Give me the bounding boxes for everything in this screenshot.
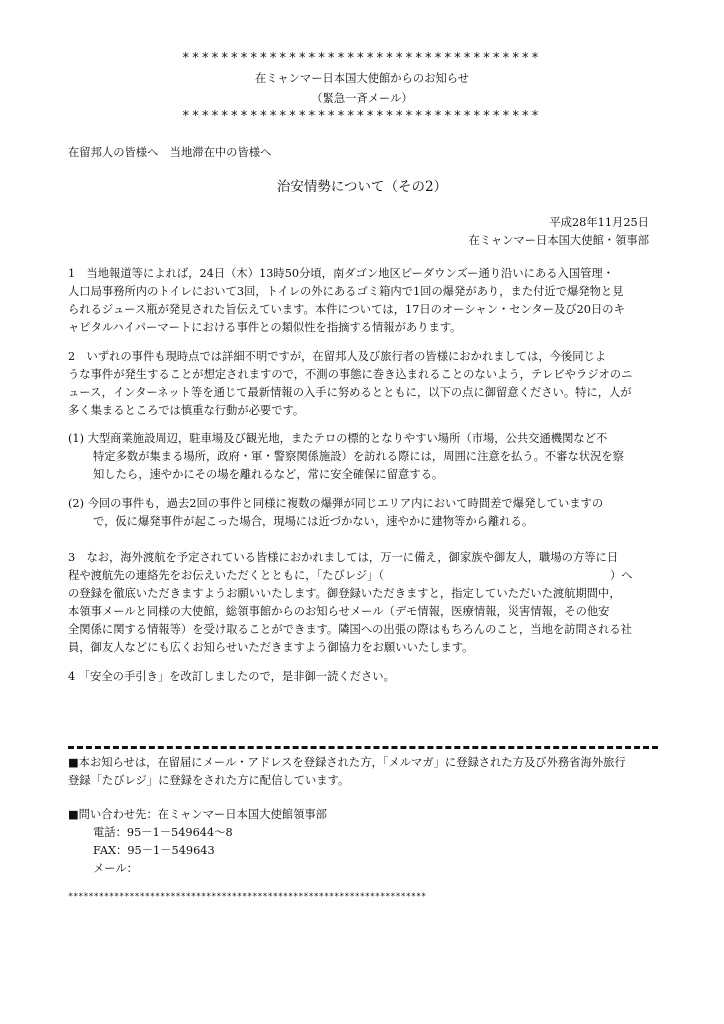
header-line-2: （緊急一斉メール） bbox=[311, 92, 413, 105]
date: 平成28年11月25日 bbox=[549, 216, 649, 229]
paragraph-line: 人口局事務所内のトイレにおいて3回，トイレの外にあるゴミ箱内で1回の爆発があり，また付近で爆発物と見 bbox=[68, 285, 624, 298]
paragraph-line: ャピタルハイパーマートにおける事件との類似性を指摘する情報があります。 bbox=[68, 321, 462, 334]
header-stars-bottom: ************************************* bbox=[182, 109, 542, 124]
paragraph-line: 全関係に関する情報等）を受け取ることができます。隣国への出張の際はもちろんのこと，当地を訪問される社 bbox=[68, 623, 632, 636]
contact-heading: ■問い合わせ先：在ミャンマー日本国大使館領事部 bbox=[68, 808, 327, 821]
paragraph-line: 2 いずれの事件も現時点では詳細不明ですが，在留邦人及び旅行者の皆様におかれましては，今後同じよ bbox=[68, 350, 607, 363]
list-line: (2) 今回の事件も，過去2回の事件と同様に複数の爆弾が同じエリア内において時間差で爆発していますの bbox=[68, 497, 604, 510]
paragraph-line: 本領事メールと同様の大使館，総領事館からのお知らせメール（デモ情報，医療情報，災害情報，その他安 bbox=[68, 605, 610, 618]
list-line: 特定多数が集まる場所，政府・軍・警察関係施設）を訪れる際には，周囲に注意を払う。不審な状況を察 bbox=[93, 450, 624, 463]
paragraph-line: 程や渡航先の連絡先をお伝えいただくとともに，「たびレジ」（ ）へ bbox=[68, 569, 633, 582]
paragraph-line: ュース，インターネット等を通じて最新情報の入手に努めるとともに，以下の点に御留意ください。特に，人が bbox=[68, 386, 632, 399]
footer-line: 登録「たびレジ」に登録をされた方に配信しています。 bbox=[68, 774, 350, 787]
paragraph-line: 1 当地報道等によれば，24日（木）13時50分頃，南ダゴン地区ピーダウンズー通り沿いにある入国管理・ bbox=[68, 267, 615, 280]
paragraph-line: の登録を徹底いただきますようお願いいたします。御登録いただきますと，指定していただいた渡航期間中， bbox=[68, 587, 621, 600]
contact-fax: FAX：95－1－549643 bbox=[93, 844, 215, 857]
sender: 在ミャンマー日本国大使館・領事部 bbox=[468, 234, 649, 247]
paragraph-line: 3 なお，海外渡航を予定されている皆様におかれましては，万一に備え，御家族や御友人，職場の方等に日 bbox=[68, 551, 619, 564]
paragraph-line: 員，御友人などにも広くお知らせいただきますよう御協力をお願いいたします。 bbox=[68, 641, 474, 654]
header-stars-top: ************************************* bbox=[182, 51, 542, 66]
addressee: 在留邦人の皆様へ 当地滞在中の皆様へ bbox=[68, 146, 272, 159]
closing-stars: ********************************************************************** bbox=[68, 892, 427, 902]
contact-mail: メール： bbox=[93, 862, 138, 875]
footer-line: ■本お知らせは，在留届にメール・アドレスを登録された方，「メルマガ」に登録された方及び外務省海外旅行 bbox=[68, 756, 626, 769]
list-line: (1) 大型商業施設周辺，駐車場及び観光地，またテロの標的となりやすい場所（市場，公共交通機関など不 bbox=[68, 432, 608, 445]
contact-phone: 電話：95－1－549644～8 bbox=[93, 826, 233, 839]
page-title: 治安情勢について（その2） bbox=[276, 179, 448, 195]
divider bbox=[68, 746, 658, 749]
list-line: で，仮に爆発事件が起こった場合，現場には近づかない，速やかに建物等から離れる。 bbox=[93, 515, 534, 528]
list-line: 知したら，速やかにその場を離れるなど，常に安全確保に留意する。 bbox=[93, 468, 444, 481]
paragraph-line: 多く集まるところでは慎重な行動が必要です。 bbox=[68, 404, 305, 417]
header-line-1: 在ミャンマー日本国大使館からのお知らせ bbox=[254, 72, 470, 85]
paragraph-line: られるジュース瓶が発見された旨伝えています。本件については，17日のオーシャン・センター及び20日のキ bbox=[68, 303, 625, 316]
paragraph-line: うな事件が発生することが想定されますので，不測の事態に巻き込まれることのないよう，テレビやラジオのニ bbox=[68, 368, 633, 381]
paragraph-4: 4 「安全の手引き」を改訂しましたので，是非御一読ください。 bbox=[68, 670, 395, 683]
